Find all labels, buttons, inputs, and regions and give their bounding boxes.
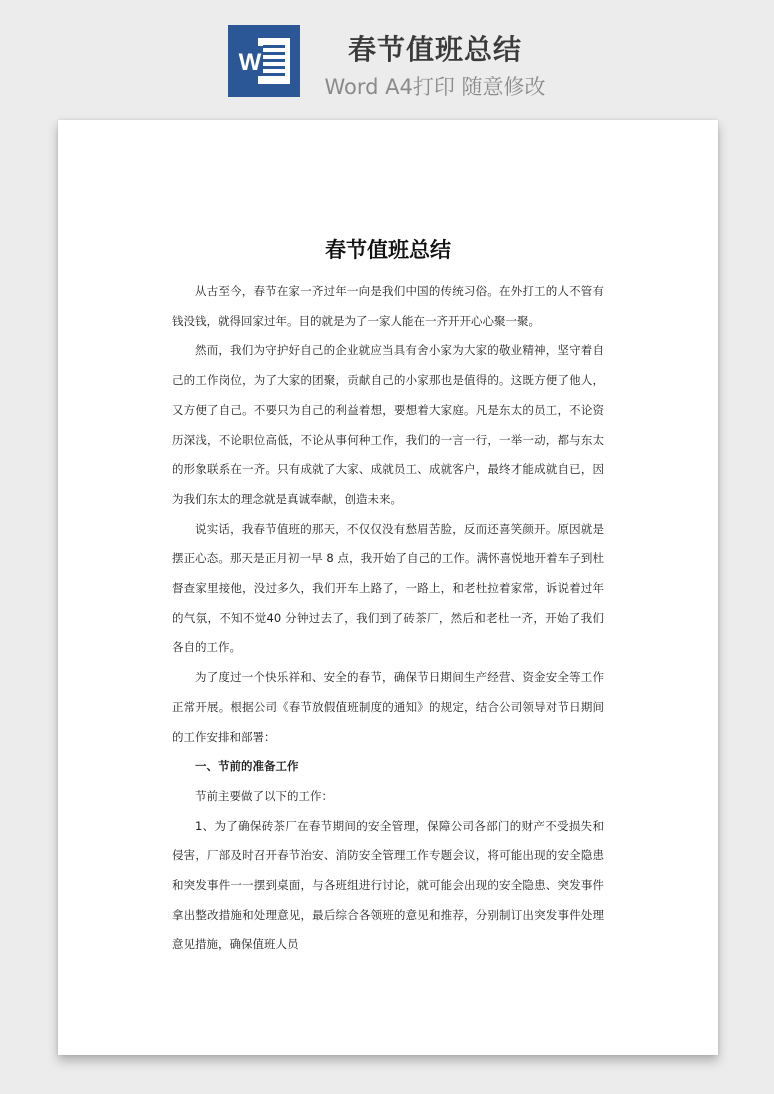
document-title: 春节值班总结 (325, 238, 451, 262)
paragraph: 从古至今，春节在家一齐过年一向是我们中国的传统习俗。在外打工的人不管有钱没钱，就得回家过年。目的就是为了一家人能在一齐开开心心聚一聚。 (172, 284, 604, 328)
document-body (172, 277, 604, 960)
header-title: 春节值班总结 (347, 33, 522, 66)
section-heading: 一、节前的准备工作 (195, 759, 299, 774)
paragraph: 节前主要做了以下的工作： (195, 788, 333, 803)
word-icon (228, 25, 300, 97)
header-subtitle: Word A4打印 随意修改 (324, 75, 546, 99)
document-page (58, 120, 718, 1055)
paragraph: 1、为了确保砖茶厂在春节期间的安全管理，保障公司各部门的财产不受损失和侵害，厂部及时召开春节治安、消防安全管理工作专题会议，将可能出现的安全隐患和突发事件一一摆到桌面，与各班组进行讨论，就可能会出现的安全隐患、突发事件拿出整改措施和处理意见，最后综合各领班的意见和推荐，分别制订出突发事件处理意见措施，确保值班人员 (172, 818, 604, 952)
header (0, 0, 774, 110)
paragraph: 然而，我们为守护好自己的企业就应当具有舍小家为大家的敬业精神，坚守着自己的工作岗位，为了大家的团聚，贡献自己的小家那也是值得的。这既方便了他人，又方便了自己。不要只为自己的利益着想，要想着大家庭。凡是东太的员工，不论资历深浅，不论职位高低，不论从事何种工作，我们的一言一行，一举一动，都与东太的形象联系在一齐。只有成就了大家、成就员工、成就客户，最终才能成就自已，因为我们东太的理念就是真诚奉献，创造未来。 (172, 343, 604, 506)
watermark (91, 501, 112, 525)
svg-text:W: W (238, 49, 262, 76)
paragraph: 说实话，我春节值班的那天，不仅仅没有愁眉苦脸，反而还喜笑颜开。原因就是摆正心态。那天是正月初一早 8 点，我开始了自己的工作。满怀喜悦地开着车子到杜督查家里接他，没过多久，我们开车上路了，一路上，和老杜拉着家常，诉说着过年的气氛，不知不觉40 分钟过去了，我们到了砖茶厂，然后和老杜一齐，开始了我们各自的工作。 (172, 521, 604, 655)
paragraph: 为了度过一个快乐祥和、安全的春节，确保节日期间生产经营、资金安全等工作正常开展。根据公司《春节放假值班制度的通知》的规定，结合公司领导对节日期间的工作安排和部署： (172, 670, 604, 744)
